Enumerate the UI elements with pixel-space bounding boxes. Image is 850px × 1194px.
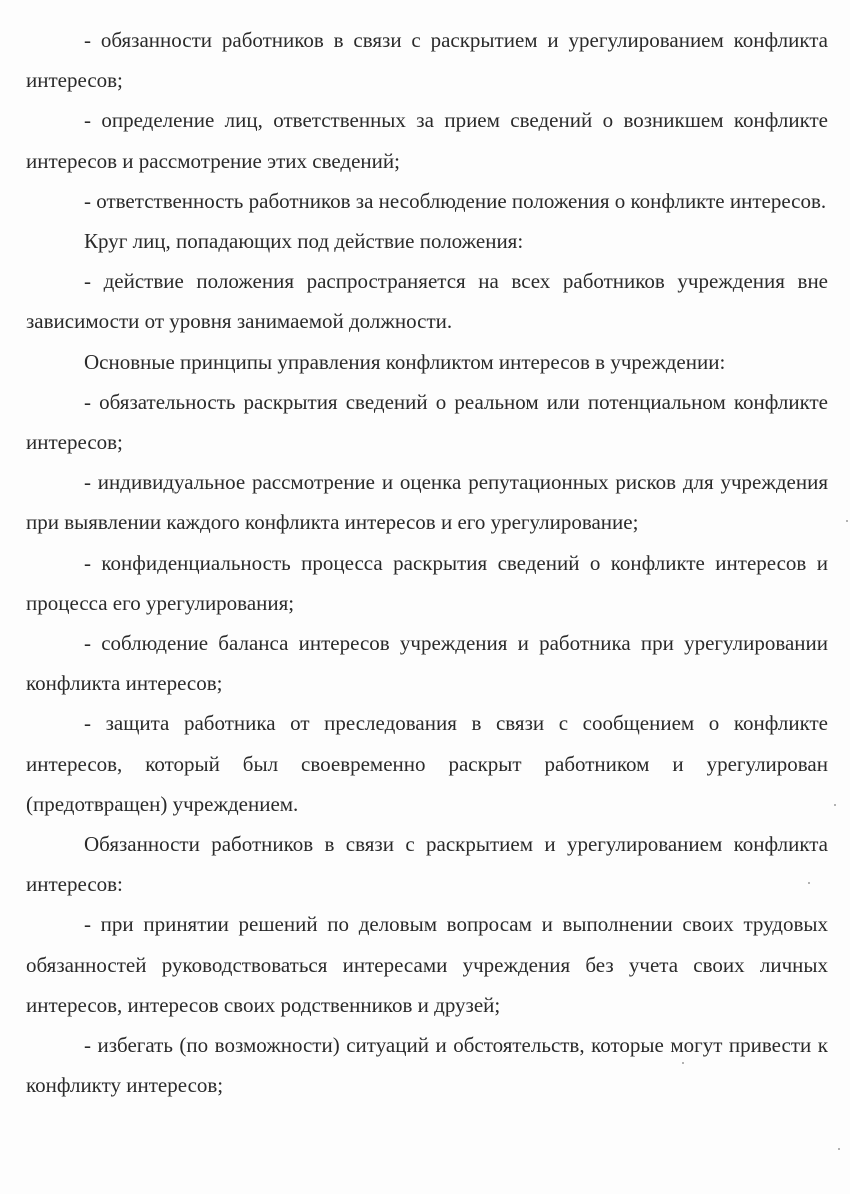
scan-speck [682, 1062, 684, 1064]
document-body [26, 20, 828, 1105]
paragraph-duty-avoid: - избегать (по возможности) ситуаций и обстоятельств, которые могут привести к конфликту интересов; [26, 1033, 828, 1098]
scan-speck [838, 1148, 840, 1150]
paragraph-principle-balance: - соблюдение баланса интересов учреждения и работника при урегулировании конфликта интересов; [26, 631, 828, 696]
paragraph-responsibility-list-item: - ответственность работников за несоблюдение положения о конфликте интересов. [84, 188, 827, 213]
scan-speck [846, 520, 848, 522]
paragraph-scope-list-item: - действие положения распространяется на всех работников учреждения вне зависимости от уровня занимаемой должности. [26, 269, 828, 334]
paragraph-duties-list-item: - обязанности работников в связи с раскрытием и урегулированием конфликта интересов; [26, 28, 828, 93]
paragraph-employee-duties-heading: Обязанности работников в связи с раскрытием и урегулированием конфликта интересов: [26, 832, 828, 897]
paragraph-principle-disclosure: - обязательность раскрытия сведений о реальном или потенциальном конфликте интересов; [26, 389, 828, 455]
paragraph-responsible-persons-list-item: - определение лиц, ответственных за прием сведений о возникшем конфликте интересов и рассмотрение этих сведений; [26, 108, 828, 173]
paragraph-principle-protection: - защита работника от преследования в связи с сообщением о конфликте интересов, который был своевременно раскрыт работником и урегулирован (предотвращен) учреждением. [26, 711, 828, 816]
scan-speck [834, 804, 836, 806]
paragraph-principle-confidentiality: - конфиденциальность процесса раскрытия сведений о конфликте интересов и процесса его урегулирования; [26, 550, 828, 615]
paragraph-principles-heading: Основные принципы управления конфликтом интересов в учреждении: [84, 349, 726, 374]
paragraph-scope-heading: Круг лиц, попадающих под действие положения: [84, 229, 524, 254]
paragraph-duty-decisions: - при принятии решений по деловым вопросам и выполнении своих трудовых обязанностей руководствоваться интересами учреждения без учета своих личных интересов, интересов своих родственников и друзей; [26, 912, 828, 1017]
scan-speck [808, 882, 810, 884]
paragraph-principle-individual-review: - индивидуальное рассмотрение и оценка репутационных рисков для учреждения при выявлении каждого конфликта интересов и его урегулирование; [26, 470, 828, 535]
